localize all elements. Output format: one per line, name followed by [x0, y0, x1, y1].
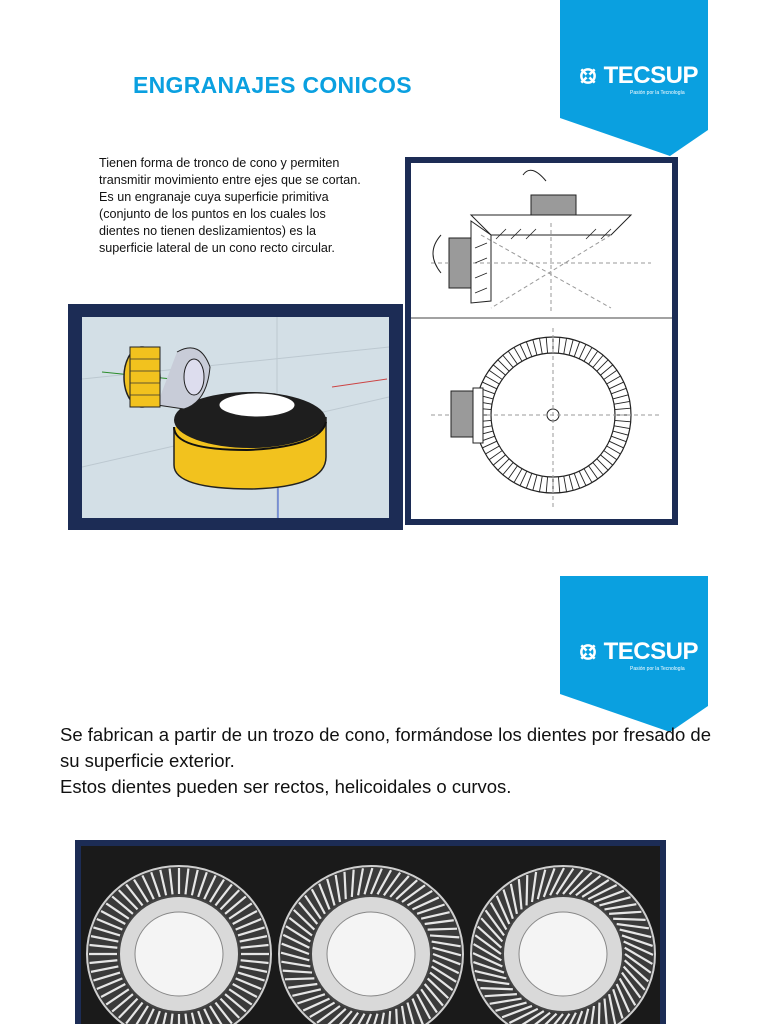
tecsup-gear-icon [578, 641, 600, 663]
technical-drawing-illustration [411, 163, 672, 519]
bevel-gears-photo-illustration [81, 846, 660, 1024]
intro-text [99, 155, 369, 257]
logo-wordmark: TECSUP [603, 638, 698, 665]
tecsup-gear-icon [578, 65, 600, 87]
bevel-gears-photo [75, 840, 666, 1024]
bevel-gear-3d-illustration [82, 317, 389, 518]
intro-paragraph-1: Tienen forma de tronco de cono y permiten transmitir movimiento entre ejes que se cortan. [99, 156, 361, 187]
body-text [60, 722, 720, 800]
body-paragraph-2: Estos dientes pueden ser rectos, helicoidales o curvos. [60, 776, 512, 797]
intro-paragraph-2: Es un engranaje cuya superficie primitiva (conjunto de los puntos en los cuales los dientes no tienen deslizamientos) es la superficie lateral de un cono recto circular. [99, 190, 335, 255]
logo-tagline: Pasión por la Tecnología [630, 666, 685, 672]
bevel-gear-3d-render [68, 304, 403, 530]
page-title: ENGRANAJES CONICOS [133, 72, 412, 98]
bevel-gear-technical-drawing [405, 157, 678, 525]
logo-tagline: Pasión por la Tecnología [630, 90, 685, 96]
tecsup-badge-bottom [560, 576, 708, 732]
tecsup-logo [578, 638, 698, 672]
tecsup-logo [578, 62, 698, 96]
tecsup-badge-top [560, 0, 708, 156]
logo-wordmark: TECSUP [603, 62, 698, 89]
body-paragraph-1: Se fabrican a partir de un trozo de cono, formándose los dientes por fresado de su superficie exterior. [60, 724, 711, 771]
